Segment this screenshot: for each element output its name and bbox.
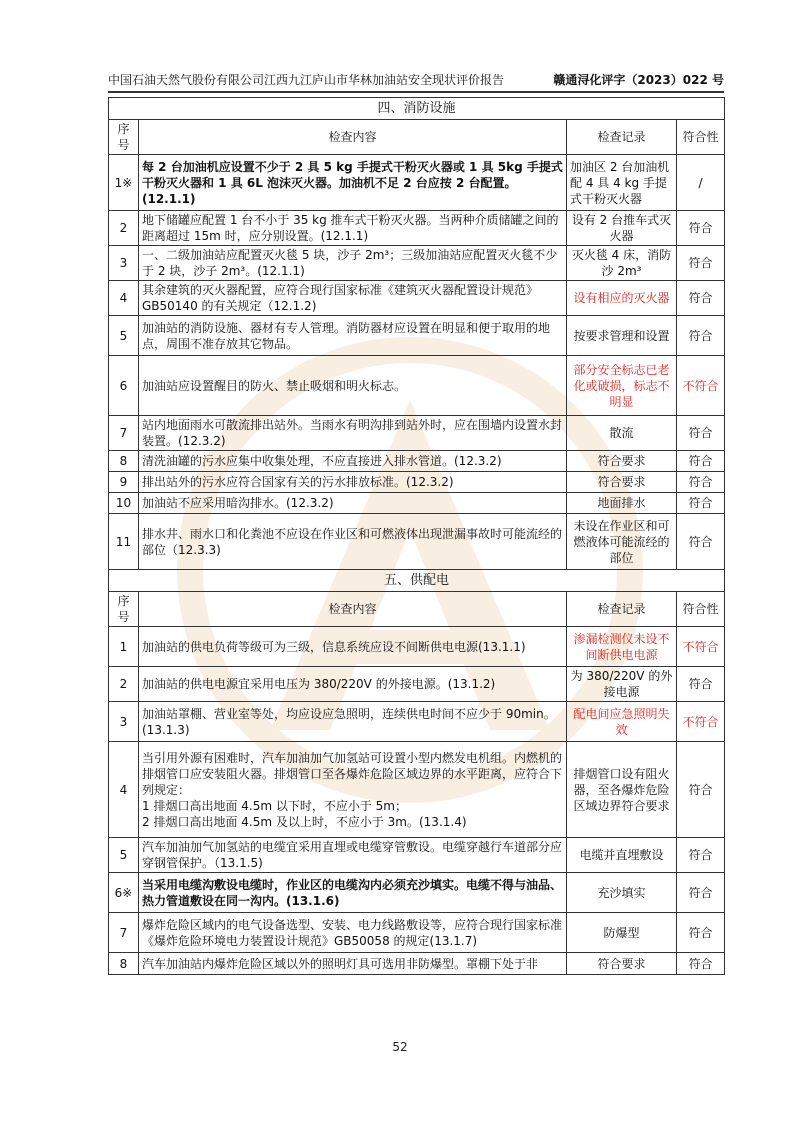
row-content: 爆炸危险区域内的电气设备选型、安装、电力线路敷设等，应符合现行国家标准《爆炸危险环境电力装置设计规范》GB50058 的规定(13.1.7) <box>139 913 567 953</box>
row-result: 符合 <box>677 742 725 838</box>
row-record: 为 380/220V 的外接电源 <box>567 667 677 702</box>
row-record: 符合要求 <box>567 953 677 975</box>
table-row <box>109 211 725 246</box>
table-row <box>109 742 725 838</box>
inspection-table <box>108 97 725 975</box>
row-record: 渗漏检测仪未设不间断供电电源 <box>567 627 677 667</box>
row-number: 5 <box>109 316 139 356</box>
row-result: 不符合 <box>677 356 725 416</box>
row-result: 符合 <box>677 211 725 246</box>
row-content: 加油站应设置醒目的防火、禁止吸烟和明火标志。 <box>139 356 567 416</box>
row-result: 不符合 <box>677 627 725 667</box>
table-row <box>109 246 725 281</box>
col-header-content: 检查内容 <box>139 120 567 155</box>
row-record: 排烟管口设有阻火器，至各爆炸危险区域边界符合要求 <box>567 742 677 838</box>
row-record: 充沙填实 <box>567 873 677 913</box>
page-number: 52 <box>392 1040 408 1054</box>
section-row <box>109 570 725 592</box>
row-number: 3 <box>109 702 139 742</box>
col-header-record: 检查记录 <box>567 592 677 627</box>
row-content: 排出站外的污水应符合国家有关的污水排放标准。(12.3.2) <box>139 472 567 493</box>
row-number: 8 <box>109 451 139 472</box>
report-number: 赣通浔化评字（2023）022 号 <box>553 73 724 87</box>
row-content: 站内地面雨水可散流排出站外。当雨水有明沟排到站外时，应在围墙内设置水封装置。(12.3.2) <box>139 416 567 451</box>
header-row <box>109 592 725 627</box>
row-record: 配电间应急照明失效 <box>567 702 677 742</box>
row-content: 加油站不应采用暗沟排水。(12.3.2) <box>139 493 567 514</box>
section-title: 四、消防设施 <box>109 98 725 120</box>
row-content: 加油站的消防设施、器材有专人管理。消防器材应设置在明显和便于取用的地点，周围不准存放其它物品。 <box>139 316 567 356</box>
row-content: 汽车加油站内爆炸危险区域以外的照明灯具可选用非防爆型。罩棚下处于非 <box>139 953 567 975</box>
row-record: 部分安全标志已老化或破损，标志不明显 <box>567 356 677 416</box>
header-row <box>109 120 725 155</box>
row-content: 加油站的供电电源宜采用电压为 380/220V 的外接电源。(13.1.2) <box>139 667 567 702</box>
col-header-record: 检查记录 <box>567 120 677 155</box>
row-record: 符合要求 <box>567 451 677 472</box>
row-result: 符合 <box>677 913 725 953</box>
table-row <box>109 316 725 356</box>
table-row <box>109 953 725 975</box>
row-record: 未设在作业区和可燃液体可能流经的部位 <box>567 514 677 570</box>
row-result: 不符合 <box>677 702 725 742</box>
table-row <box>109 514 725 570</box>
report-title: 中国石油天然气股份有限公司江西九江庐山市华林加油站安全现状评价报告 <box>108 73 505 87</box>
row-record: 散流 <box>567 416 677 451</box>
row-number: 9 <box>109 472 139 493</box>
col-header-no: 序号 <box>109 592 139 627</box>
row-record: 地面排水 <box>567 493 677 514</box>
row-content: 加油站的供电负荷等级可为三级，信息系统应设不间断供电电源(13.1.1) <box>139 627 567 667</box>
row-number: 1※ <box>109 155 139 211</box>
row-result: 符合 <box>677 493 725 514</box>
row-content: 当引用外源有困难时，汽车加油加气加氢站可设置小型内燃发电机组。内燃机的排烟管口应安装阻火器。排烟管口至各爆炸危险区域边界的水平距离，应符合下列规定： 1 排烟口高出地面 4.5m 以下时，不应小于 5m； 2 排烟口高出地面 4.5m 及以上时，不应小于 3m。(13.1.4) <box>139 742 567 838</box>
table-row <box>109 913 725 953</box>
table-row <box>109 838 725 873</box>
table-row <box>109 416 725 451</box>
row-result: 符合 <box>677 281 725 316</box>
row-result: 符合 <box>677 953 725 975</box>
col-header-result: 符合性 <box>677 120 725 155</box>
row-record: 设有相应的灭火器 <box>567 281 677 316</box>
row-number: 6※ <box>109 873 139 913</box>
table-row <box>109 667 725 702</box>
row-record: 防爆型 <box>567 913 677 953</box>
col-header-result: 符合性 <box>677 592 725 627</box>
row-content: 排水井、雨水口和化粪池不应设在作业区和可燃液体出现泄漏事故时可能流经的部位（12.3.3) <box>139 514 567 570</box>
row-number: 6 <box>109 356 139 416</box>
row-result: 符合 <box>677 514 725 570</box>
table-row <box>109 155 725 211</box>
row-number: 10 <box>109 493 139 514</box>
row-content: 汽车加油加气加氢站的电缆宜采用直埋或电缆穿管敷设。电缆穿越行车道部分应穿钢管保护。（13.1.5) <box>139 838 567 873</box>
col-header-content: 检查内容 <box>139 592 567 627</box>
row-content: 地下储罐应配置 1 台不小于 35 kg 推车式干粉灭火器。当两种介质储罐之间的距离超过 15m 时，应分别设置。(12.1.1) <box>139 211 567 246</box>
table-row <box>109 627 725 667</box>
row-record: 灭火毯 4 床，消防沙 2m³ <box>567 246 677 281</box>
row-content: 每 2 台加油机应设置不少于 2 具 5 kg 手提式干粉灭火器或 1 具 5kg 手提式干粉灭火器和 1 具 6L 泡沫灭火器。加油机不足 2 台应按 2 台配置。(12.1.1) <box>139 155 567 211</box>
row-number: 7 <box>109 416 139 451</box>
table-row <box>109 873 725 913</box>
row-number: 2 <box>109 211 139 246</box>
row-number: 1 <box>109 627 139 667</box>
row-result: 符合 <box>677 416 725 451</box>
table-row <box>109 493 725 514</box>
row-content: 一、二级加油站应配置灭火毯 5 块，沙子 2m³；三级加油站应配置灭火毯不少于 2 块，沙子 2m³。(12.1.1) <box>139 246 567 281</box>
section-title: 五、供配电 <box>109 570 725 592</box>
section-row <box>109 98 725 120</box>
table-row <box>109 281 725 316</box>
row-record: 加油区 2 台加油机配 4 具 4 kg 手提式干粉灭火器 <box>567 155 677 211</box>
row-number: 7 <box>109 913 139 953</box>
table-row <box>109 702 725 742</box>
row-result: 符合 <box>677 873 725 913</box>
row-result: / <box>677 155 725 211</box>
row-number: 4 <box>109 281 139 316</box>
row-result: 符合 <box>677 451 725 472</box>
row-number: 2 <box>109 667 139 702</box>
col-header-no: 序号 <box>109 120 139 155</box>
table-row <box>109 451 725 472</box>
page-header <box>108 70 724 90</box>
row-number: 4 <box>109 742 139 838</box>
row-record: 电缆并直埋敷设 <box>567 838 677 873</box>
table-row <box>109 356 725 416</box>
row-number: 5 <box>109 838 139 873</box>
row-number: 8 <box>109 953 139 975</box>
row-result: 符合 <box>677 246 725 281</box>
row-record: 按要求管理和设置 <box>567 316 677 356</box>
row-result: 符合 <box>677 667 725 702</box>
table-row <box>109 472 725 493</box>
row-result: 符合 <box>677 472 725 493</box>
row-record: 符合要求 <box>567 472 677 493</box>
header-rule <box>108 91 724 93</box>
row-content: 当采用电缆沟敷设电缆时，作业区的电缆沟内必须充沙填实。电缆不得与油品、热力管道敷设在同一沟内。(13.1.6) <box>139 873 567 913</box>
row-content: 其余建筑的灭火器配置，应符合现行国家标准《建筑灭火器配置设计规范》GB50140 的有关规定（12.1.2) <box>139 281 567 316</box>
row-record: 设有 2 台推车式灭火器 <box>567 211 677 246</box>
row-content: 加油站罩棚、营业室等处，均应设应急照明，连续供电时间不应少于 90min。(13.1.3) <box>139 702 567 742</box>
row-result: 符合 <box>677 838 725 873</box>
row-number: 3 <box>109 246 139 281</box>
row-number: 11 <box>109 514 139 570</box>
row-result: 符合 <box>677 316 725 356</box>
row-content: 清洗油罐的污水应集中收集处理，不应直接进入排水管道。(12.3.2) <box>139 451 567 472</box>
